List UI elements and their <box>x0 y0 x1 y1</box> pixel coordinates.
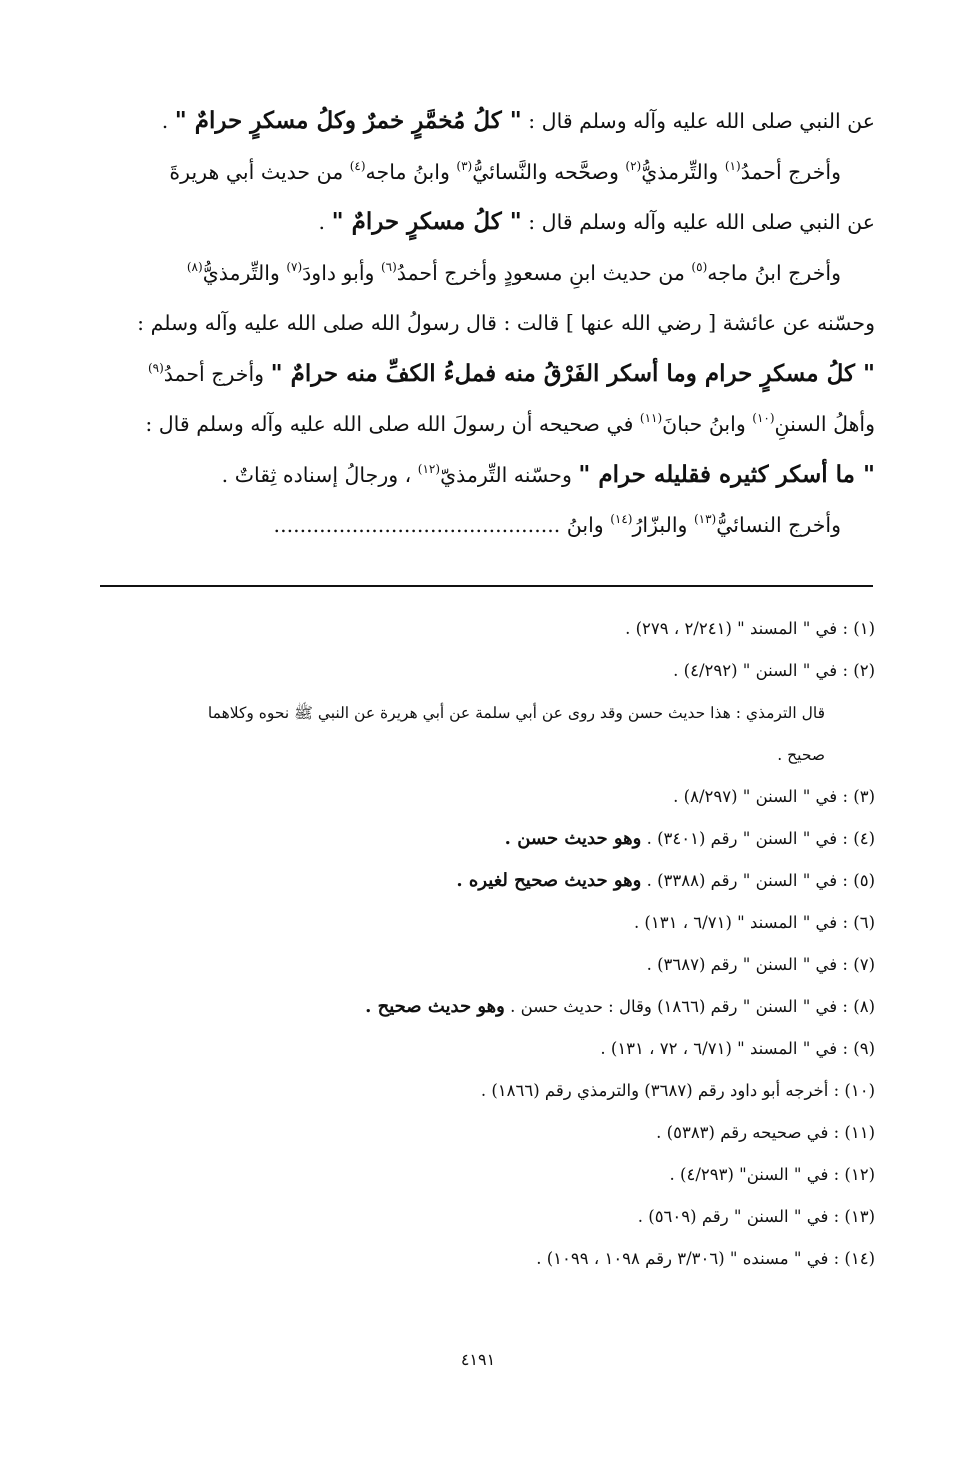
footnote-ref[interactable]: (١١) <box>639 411 663 425</box>
footnote-ref[interactable]: (٢) <box>625 158 642 173</box>
footnote-item: (٨) : في " السنن " رقم (١٨٦٦) وقال : حديث حسن . وهو حديث صحيح . <box>365 996 875 1017</box>
footnote-item: (٢) : في " السنن " (٤/٢٩٢) . <box>673 661 875 680</box>
footnote-item: (٦) : في " المسند " (٦/٧١ ، ١٣١) . <box>633 913 875 932</box>
footnote-ref[interactable]: (١) <box>724 158 741 173</box>
footnote-remark-continued: صحيح . <box>777 746 825 764</box>
text-line-7: وأهلُ السننِ$^{(١٠)}$ وابنُ حبانَ$^{(١١)}$ في صحيحه أن رسولَ الله صلى الله عليه وآله وسلم قال : <box>145 411 875 436</box>
footnote-item: (١٢) : في " السنن" (٤/٢٩٣) . <box>669 1165 875 1184</box>
text-line-1 <box>100 96 875 147</box>
footnote-ref[interactable]: (٥) <box>691 259 708 274</box>
footnote-item: (١٤) : في " مسنده " (٣/٣٠٦ رقم ١٠٩٨ ، ١٠٩٩) . <box>536 1249 875 1268</box>
footnote-item: (٥) : في " السنن " رقم (٣٣٨٨) . وهو حديث صحيح لغيره . <box>456 870 875 891</box>
hadith-quote: " كلُ مسكرٍ حرامٌ " <box>331 208 522 235</box>
footnote-ref[interactable]: (٣) <box>456 158 473 173</box>
footnote-ref[interactable]: (١٢) <box>417 461 441 476</box>
text-line-2: وأخرج أحمدُ$^{(١)}$ والتِّرمذيُّ$^{(٢)}$ وصحَّحه والنَّسائيُّ$^{(٣)}$ وابنُ ماجه$^{(٤)}$ من حديث أبي هريرةَ <box>169 158 841 184</box>
text-line-9: وأخرج النسائيُّ$^{(١٣)}$ والبزّارُ$^{(١٤)}$ وابنُ ............................................ <box>273 512 841 537</box>
footnote-remark: قال الترمذي : هذا حديث حسن وقد روى عن أبي سلمة عن أبي هريرة عن النبي ﷺ نحوه وكلاهما <box>207 704 825 722</box>
footnote-ref[interactable]: (٩) <box>147 360 164 375</box>
hadith-quote: " ما أسكر كثيره فقليله حرام " <box>578 460 875 488</box>
hadith-quote: " كلُ مُخمَّرٍ خمرٌ وكلُ مسكرٍ حرامٌ " <box>174 107 522 134</box>
footnote-item: (١) : في " المسند " (٢/٢٤١ ، ٢٧٩) . <box>625 619 875 638</box>
footnote-item: (١١) : في صحيحه رقم (٥٣٨٣) . <box>656 1123 875 1142</box>
footnote-item: (٧) : في " السنن " رقم (٣٦٨٧) . <box>646 955 875 974</box>
footnotes-list <box>100 608 875 1280</box>
text-line-3: عن النبي صلى الله عليه وآله وسلم قال : " كلُ مسكرٍ حرامٌ " . <box>318 208 875 235</box>
main-text <box>100 96 875 551</box>
footnote-item: (٤) : في " السنن " رقم (٣٤٠١) . وهو حديث حسن . <box>504 828 875 849</box>
text-line-8: " ما أسكر كثيره فقليله حرام " وحسّنه التِّرمذيّ$^{(١٢)}$ ، ورجالُ إسناده ثِقاتٌ . <box>221 460 875 488</box>
footnote-item: (٣) : في " السنن " (٨/٢٩٧) . <box>673 787 875 806</box>
text-line-5: وحسّنه عن عائشة [ رضي الله عنها ] قالت : قال رسولُ الله صلى الله عليه وآله وسلم : <box>137 311 875 335</box>
footnote-ref[interactable]: (٨) <box>186 259 203 274</box>
text-line-4: وأخرج ابنُ ماجه$^{(٥)}$ من حديث ابنِ مسعودٍ وأخرج أحمدُ$^{(٦)}$ وأبو داودَ$^{(٧)}$ والتِّرمذيُّ$^{(٨)}$ <box>186 259 841 285</box>
text-line-6: " كلُ مسكرٍ حرام وما أسكر الفَرْقُ منه فملءُ الكفِّ منه حرامٌ " وأخرج أحمدُ$^{(٩)}$ <box>147 359 875 387</box>
footnote-divider <box>100 585 873 587</box>
footnote-ref[interactable]: (٦) <box>380 259 397 274</box>
footnote-item: (١٠) : أخرجه أبو داود رقم (٣٦٨٧) والترمذي رقم (١٨٦٦) . <box>480 1081 875 1100</box>
footnote-ref[interactable]: (١٠) <box>752 411 775 425</box>
hadith-quote: " كلُ مسكرٍ حرام وما أسكر الفَرْقُ منه فملءُ الكفِّ منه حرامٌ " <box>270 359 875 387</box>
footnote-ref[interactable]: (١٣) <box>693 512 717 526</box>
footnote-ref[interactable]: (١٤) <box>610 512 633 526</box>
line-text: عن النبي صلى الله عليه وآله وسلم قال : <box>521 109 875 133</box>
footnote-ref[interactable]: (٧) <box>286 259 303 274</box>
footnote-item: (١٣) : في " السنن " رقم (٥٦٠٩) . <box>637 1207 875 1226</box>
footnote-ref[interactable]: (٤) <box>349 158 366 173</box>
line-text: . <box>161 109 175 133</box>
footnote-item: (٩) : في " المسند " (٦/٧١ ، ٧٢ ، ١٣١) . <box>600 1039 875 1058</box>
page-number: ٤١٩١ <box>460 1350 496 1369</box>
